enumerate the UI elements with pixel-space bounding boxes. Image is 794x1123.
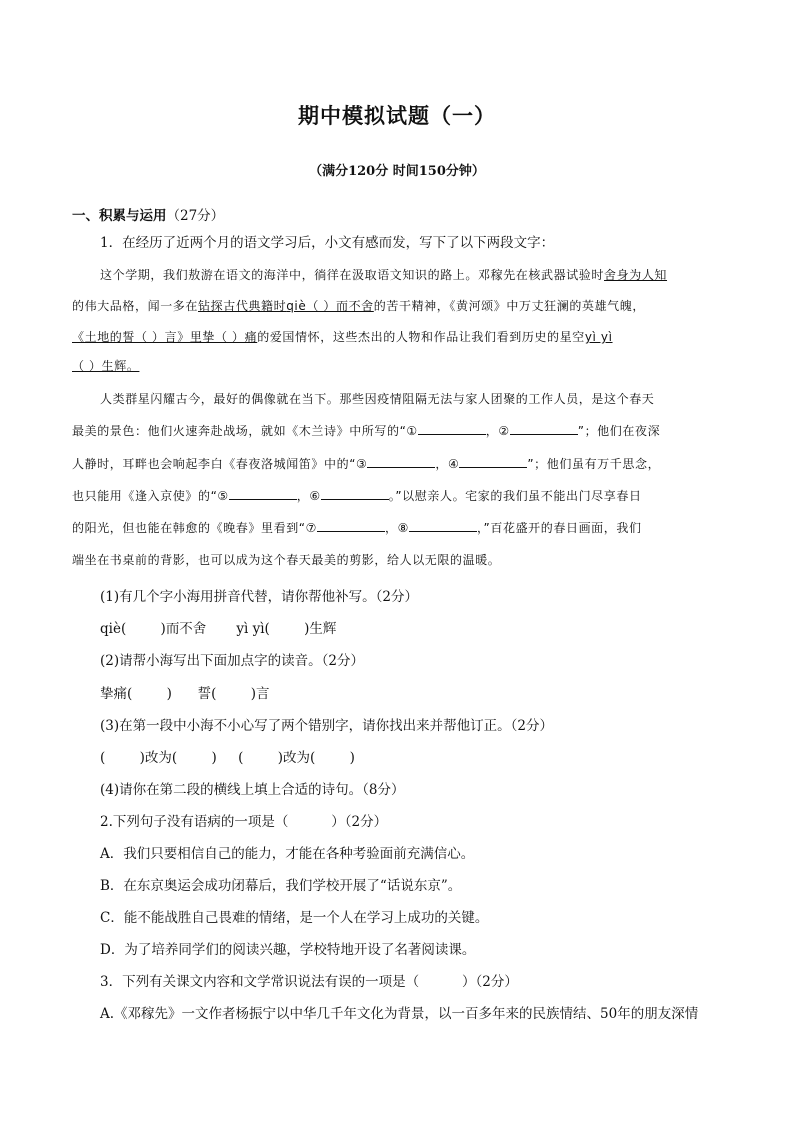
q3-stem: 3．下列有关课文内容和文学常识说法有误的一项是（ ）（2分） (100, 974, 518, 990)
answer-blank[interactable] (321, 487, 389, 500)
passage-underlined: yì yì (584, 330, 613, 344)
passage-text: ，⑧ (384, 521, 409, 535)
passage-underlined: qiè（ ）而不舍 (286, 299, 374, 313)
passage-underlined: 钻探古代典籍时 (198, 299, 287, 313)
passage-text: 的阳光，但也能在韩愈的《晚春》里看到“⑦ (72, 521, 317, 535)
q2-option-b[interactable]: B．在东京奥运会成功闭幕后，我们学校开展了“话说东京”。 (100, 878, 462, 894)
passage-text: ，”百花盛开的春日画面，我们 (476, 521, 642, 535)
answer-blank[interactable] (459, 455, 527, 468)
passage-underlined: 《土地的誓（ ）言》里挚（ ）痛 (72, 330, 258, 344)
answer-blank[interactable] (418, 422, 486, 435)
passage-text: ，⑥ (296, 489, 321, 503)
passage1-line4: （ ）生辉。 (72, 359, 140, 373)
passage1-line1 (100, 266, 760, 283)
section-heading (72, 204, 732, 224)
passage2-line3 (72, 455, 732, 472)
q2-option-d[interactable]: D．为了培养同学们的阅读兴趣，学校特地开设了名著阅读课。 (100, 942, 476, 958)
passage-text: 人静时，耳畔也会响起李白《春夜洛城闻笛》中的“③ (72, 457, 368, 471)
passage-text: 也只能用《逢入京使》的“⑤ (72, 489, 229, 503)
passage-text: 最美的景色：他们火速奔赴战场，就如《木兰诗》中所写的“① (72, 424, 418, 438)
q1-sub1: (1)有几个字小海用拼音代替，请你帮他补写。（2分） (100, 589, 418, 605)
passage-text: ，④ (435, 457, 460, 471)
passage2-line5 (72, 519, 732, 536)
exam-subtitle: （满分120分 时间150分钟） (309, 164, 485, 179)
q1-sub3: (3)在第一段中小海不小心写了两个错别字，请你找出来并帮他订正。（2分） (100, 718, 553, 734)
passage-underlined: 舍身为人知 (604, 268, 668, 282)
passage2-line6: 端坐在书桌前的背影，也可以成为这个春天最美的剪影，给人以无限的温暖。 (72, 553, 501, 567)
answer-blank[interactable] (367, 455, 435, 468)
answer-blank[interactable] (409, 519, 477, 532)
passage1-line2 (72, 297, 732, 314)
exam-title: 期中模拟试题（一） (298, 104, 496, 128)
q1-sub3-answer[interactable]: ( )改为( ) ( )改为( ) (100, 750, 355, 766)
passage-text: 。”以慰亲人。宅家的我们虽不能出门尽享春日 (388, 489, 642, 503)
answer-blank[interactable] (317, 519, 385, 532)
q1-sub1-answer[interactable]: qiè( )而不舍 yì yì( )生辉 (100, 621, 337, 637)
passage2-line1: 人类群星闪耀古今，最好的偶像就在当下。那些因疫情阻隔无法与家人团聚的工作人员，是这个春天 (100, 392, 655, 406)
section-score: （27分） (166, 208, 225, 224)
passage2-line2 (72, 422, 732, 439)
answer-blank[interactable] (510, 422, 578, 435)
passage-text: ”；他们在夜深 (577, 424, 661, 438)
q2-option-c[interactable]: C．能不能战胜自己畏难的情绪，是一个人在学习上成功的关键。 (100, 910, 489, 926)
passage-text: ，② (485, 424, 510, 438)
passage2-line4 (72, 487, 732, 504)
passage-text: 的伟大品格，闻一多在 (72, 299, 199, 313)
q1-sub2: (2)请帮小海写出下面加点字的读音。（2分） (100, 653, 364, 669)
q3-option-a[interactable]: A.《邓稼先》一文作者杨振宁以中华几千年文化为背景，以一百多年来的民族情结、50年的朋友深情 (100, 1006, 699, 1022)
passage-text: ”；他们虽有万千思念， (527, 457, 661, 471)
passage1-line3 (72, 328, 732, 345)
q2-option-a[interactable]: A．我们只要相信自己的能力，才能在各种考验面前充满信心。 (100, 846, 475, 862)
q2-stem: 2.下列句子没有语病的一项是（ ）（2分） (100, 814, 388, 830)
passage-text: 的苦干精神，《黄河颂》中万丈狂澜的英雄气魄， (373, 299, 645, 313)
q1-stem: 1．在经历了近两个月的语文学习后，小文有感而发，写下了以下两段文字： (100, 235, 555, 251)
section-heading-text: 一、积累与运用 (72, 208, 167, 224)
answer-blank[interactable] (229, 487, 297, 500)
q1-sub2-answer[interactable]: 挚痛( ) 誓( )言 (100, 686, 270, 702)
passage-text: 的爱国情怀，这些杰出的人物和作品让我们看到历史的星空 (257, 330, 585, 344)
q1-sub4: (4)请你在第二段的横线上填上合适的诗句。（8分） (100, 782, 405, 798)
passage-text: 这个学期，我们敖游在语文的海洋中，徜徉在汲取语文知识的路上。邓稼先在核武器试验时 (100, 268, 605, 282)
